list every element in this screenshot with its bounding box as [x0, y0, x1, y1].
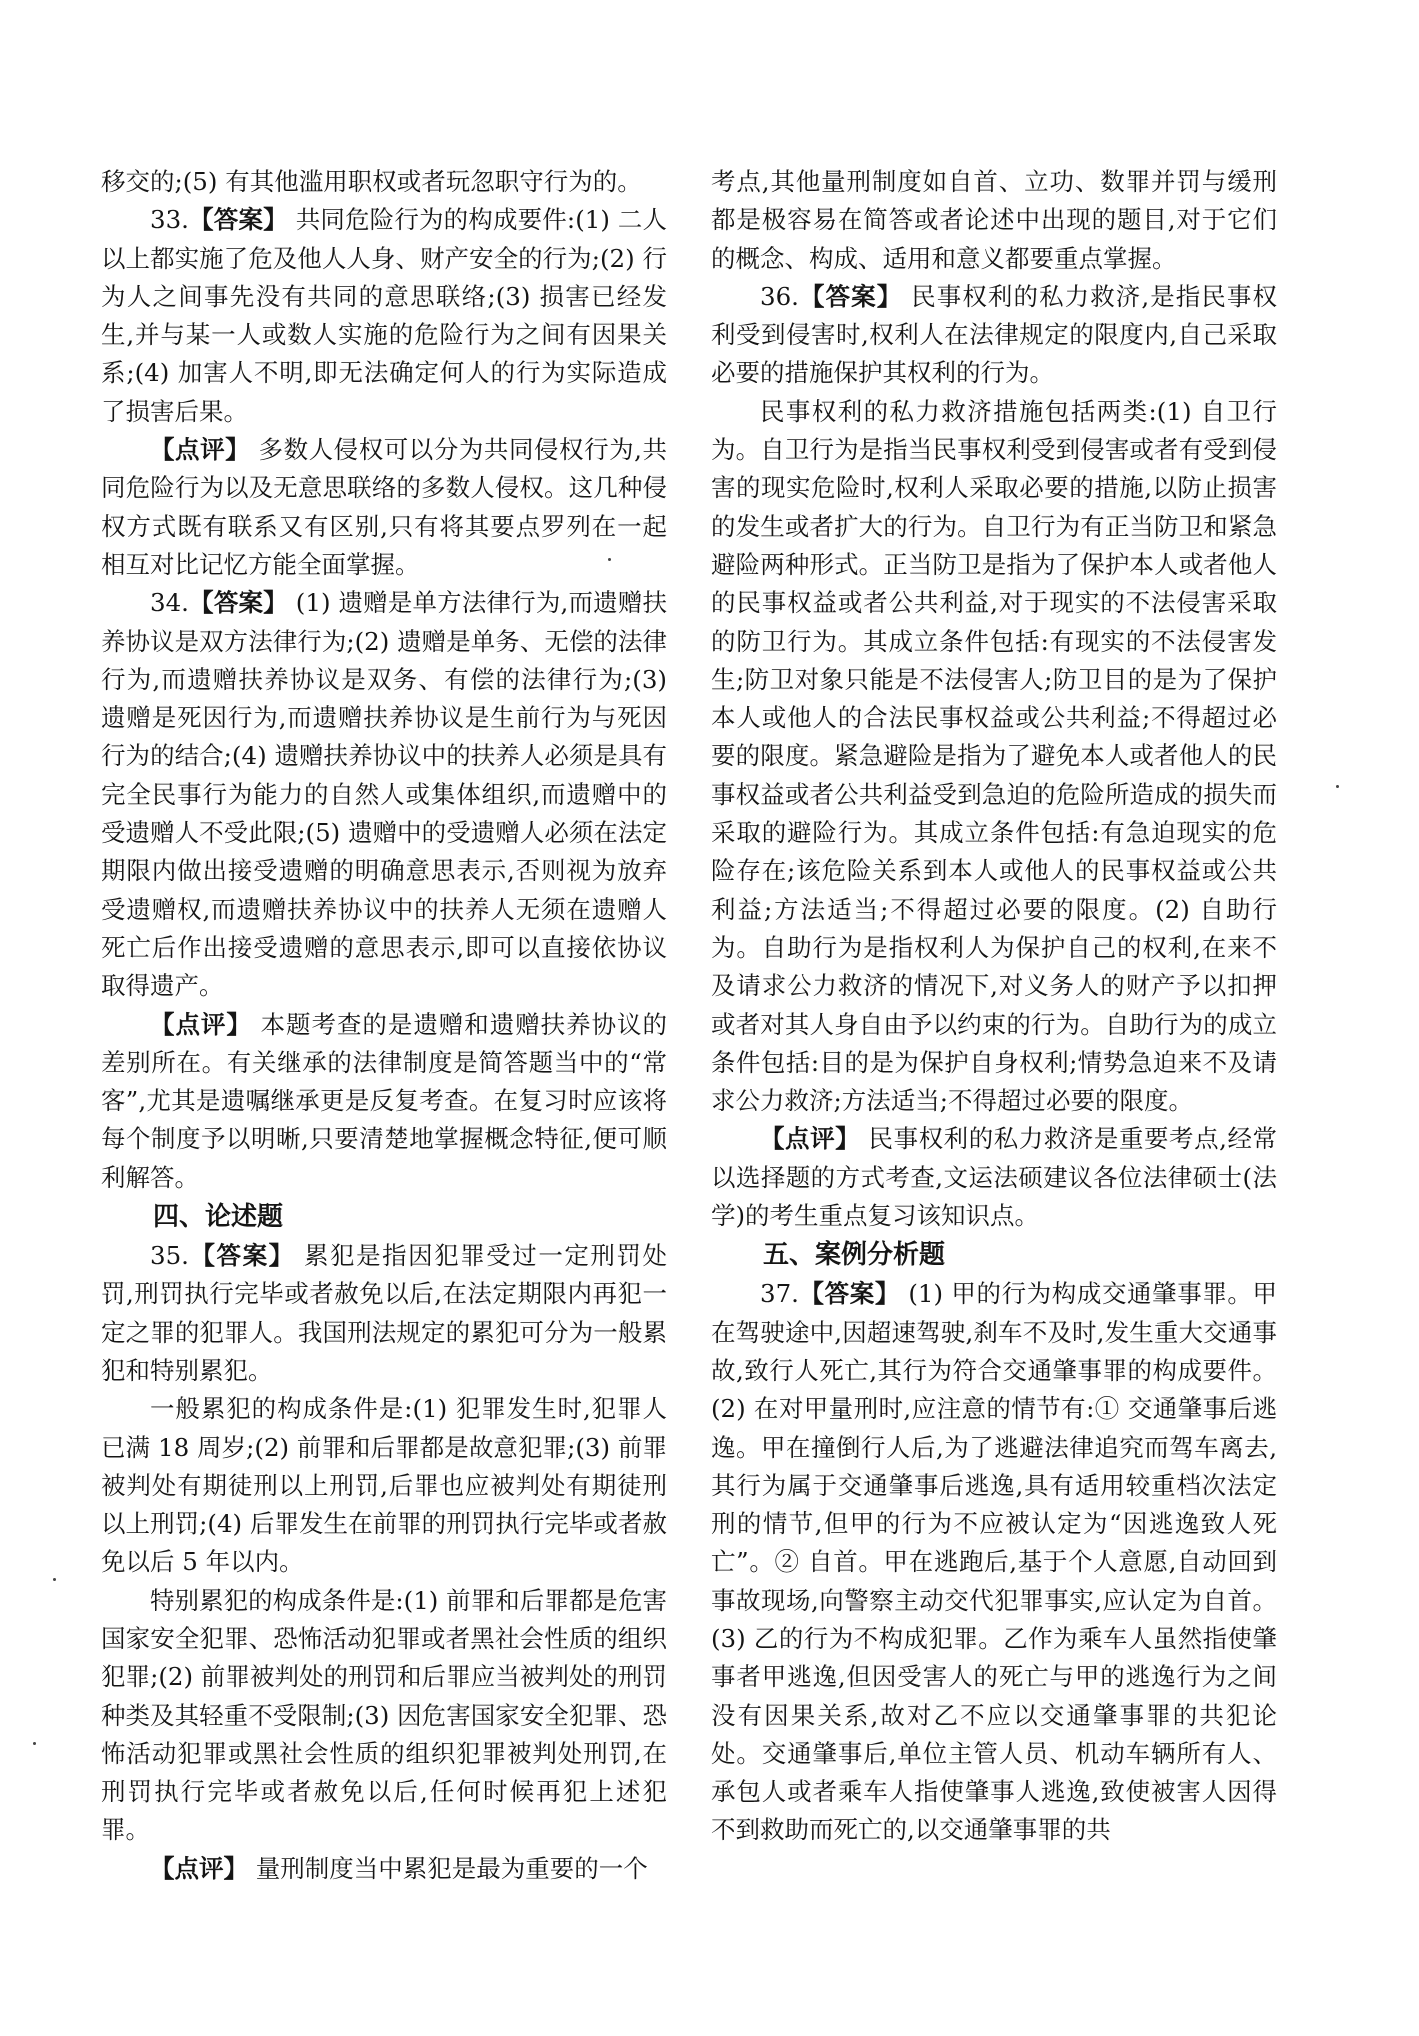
paragraph-general-recidivism [101, 1390, 667, 1581]
answer-34 [101, 584, 667, 1005]
answer-text: (1) 遗赠是单方法律行为,而遗赠扶养协议是双方法律行为;(2) 遗赠是单务、无偿的法律行为,而遗赠扶养协议是双务、有偿的法律行为;(3) 遗赠是死因行为,而遗赠扶养协议是生前行为与死因行为的结合;(4) 遗赠扶养协议中的扶养人必须是具有完全民事行为能力的自然人或集体组织,而遗赠中的受遗赠人不受此限;(5) 遗赠中的受遗赠人必须在法定期限内做出接受遗赠的明确意思表示,否则视为放弃受遗赠权,而遗赠扶养协议中的扶养人无须在遗赠人死亡后作出接受遗赠的意思表示,即可以直接依协议取得遗产。 [101, 588, 668, 1001]
comment-text: 本题考查的是遗赠和遗赠扶养协议的差别所在。有关继承的法律制度是简答题当中的“常客”,尤其是遗嘱继承更是反复考查。在复习时应该将每个制度予以明晰,只要清楚地掌握概念特征,便可顺利解答。 [101, 1009, 667, 1192]
scan-speck [608, 558, 611, 561]
answer-37 [711, 1275, 1277, 1849]
comment-tag: 【点评】 [150, 1853, 248, 1883]
section-heading-essay: 四、论述题 [153, 1202, 284, 1233]
answer-text: 共同危险行为的构成要件:(1) 二人以上都实施了危及他人人身、财产安全的行为;(2) 行为人之间事先没有共同的意思联络;(3) 损害已经发生,并与某一人或数人实施的危险行为之间有因果关系;(4) 加害人不明,即无法确定何人的行为实际造成了损害后果。 [101, 205, 667, 426]
question-number: 37. [760, 1279, 799, 1309]
comment-tag: 【点评】 [150, 435, 251, 465]
comment-tag: 【点评】 [150, 1009, 252, 1039]
answer-33 [101, 201, 667, 431]
answer-36 [711, 278, 1277, 393]
paragraph-text: 一般累犯的构成条件是:(1) 犯罪发生时,犯罪人已满 18 周岁;(2) 前罪和后罪都是故意犯罪;(3) 前罪被判处有期徒刑以上刑罚,后罪也应被判处有期徒刑以上刑罚;(4) 后罪发生在前罪的刑罚执行完毕或者赦免以后 5 年以内。 [101, 1394, 667, 1577]
comment-text: 量刑制度当中累犯是最为重要的一个 [248, 1853, 648, 1883]
answer-tag: 【答案】 [188, 205, 288, 235]
comment-33 [101, 431, 667, 584]
answer-tag: 【答案】 [798, 1279, 900, 1309]
paragraph-text: 移交的;(5) 有其他滥用职权或者玩忽职守行为的。 [101, 167, 642, 196]
question-number: 33. [150, 205, 189, 235]
question-number: 34. [150, 588, 189, 618]
answer-tag: 【答案】 [188, 588, 288, 618]
answer-text: (1) 甲的行为构成交通肇事罪。甲在驾驶途中,因超速驾驶,刹车不及时,发生重大交通事故,致行人死亡,其行为符合交通肇事罪的构成要件。(2) 在对甲量刑时,应注意的情节有:① 交通肇事后逃逸。甲在撞倒行人后,为了逃避法律追究而驾车离去,其行为属于交通肇事后逃逸,具有适用较重档次法定刑的情节,但甲的行为不应被认定为“因逃逸致人死亡”。② 自首。甲在逃跑后,基于个人意愿,自动回到事故现场,向警察主动交代犯罪事实,应认定为自首。(3) 乙的行为不构成犯罪。乙作为乘车人虽然指使肇事者甲逃逸,但因受害人的死亡与甲的逃逸行为之间没有因果关系,故对乙不应以交通肇事罪的共犯论处。交通肇事后,单位主管人员、机动车辆所有人、承包人或者乘车人指使肇事人逃逸,致使被害人因得不到救助而死亡的,以交通肇事罪的共 [711, 1279, 1278, 1845]
paragraph-continuation [711, 163, 1277, 278]
answer-35 [101, 1237, 667, 1390]
scan-speck [53, 1578, 56, 1581]
scan-speck [1336, 785, 1339, 788]
comment-36 [711, 1120, 1277, 1235]
paragraph-special-recidivism [101, 1582, 667, 1850]
paragraph-text: 民事权利的私力救济措施包括两类:(1) 自卫行为。自卫行为是指当民事权利受到侵害或者有受到侵害的现实危险时,权利人采取必要的措施,以防止损害的发生或者扩大的行为。自卫行为有正当防卫和紧急避险两种形式。正当防卫是指为了保护本人或者他人的民事权益或者公共利益,对于现实的不法侵害采取的防卫行为。其成立条件包括:有现实的不法侵害发生;防卫对象只能是不法侵害人;防卫目的是为了保护本人或他人的合法民事权益或公共利益;不得超过必要的限度。紧急避险是指为了避免本人或者他人的民事权益或者公共利益受到急迫的危险所造成的损失而采取的避险行为。其成立条件包括:有急迫现实的危险存在;该危险关系到本人或他人的民事权益或公共利益;方法适当;不得超过必要的限度。(2) 自助行为。自助行为是指权利人为保护自己的权利,在来不及请求公力救济的情况下,对义务人的财产予以扣押或者对其人身自由予以约束的行为。自助行为的成立条件包括:目的是为保护自身权利;情势急迫来不及请求公力救济;方法适当;不得超过必要的限度。 [711, 396, 1277, 1116]
section-heading-case-analysis: 五、案例分析题 [763, 1240, 946, 1271]
comment-35 [101, 1850, 667, 1888]
question-number: 36. [760, 281, 799, 311]
left-column [101, 163, 667, 1888]
right-column [711, 163, 1277, 1850]
paragraph-text: 特别累犯的构成条件是:(1) 前罪和后罪都是危害国家安全犯罪、恐怖活动犯罪或者黑社会性质的组织犯罪;(2) 前罪被判处的刑罚和后罪应当被判处的刑罚种类及其轻重不受限制;(3) 因危害国家安全犯罪、恐怖活动犯罪或黑社会性质的组织犯罪被判处刑罚,在刑罚执行完毕或者赦免以后,任何时候再犯上述犯罪。 [101, 1585, 667, 1845]
comment-tag: 【点评】 [760, 1124, 861, 1154]
scan-speck [33, 1742, 36, 1745]
answer-text: 民事权利的私力救济,是指民事权利受到侵害时,权利人在法律规定的限度内,自己采取必要的措施保护其权利的行为。 [711, 281, 1278, 388]
comment-text: 多数人侵权可以分为共同侵权行为,共同危险行为以及无意思联络的多数人侵权。这几种侵权方式既有联系又有区别,只有将其要点罗列在一起相互对比记忆方能全面掌握。 [101, 435, 668, 579]
paragraph-text: 考点,其他量刑制度如自首、立功、数罪并罚与缓刑都是极容易在简答或者论述中出现的题目,对于它们的概念、构成、适用和意义都要重点掌握。 [711, 167, 1277, 273]
answer-text: 累犯是指因犯罪受过一定刑罚处罚,刑罚执行完毕或者赦免以后,在法定期限内再犯一定之罪的犯罪人。我国刑法规定的累犯可分为一般累犯和特别累犯。 [101, 1241, 667, 1385]
comment-text: 民事权利的私力救济是重要考点,经常以选择题的方式考查,文运法硕建议各位法律硕士(法学)的考生重点复习该知识点。 [711, 1124, 1278, 1231]
comment-34 [101, 1006, 667, 1197]
paragraph-self-help-remedies [711, 393, 1277, 1121]
paragraph-continuation [101, 163, 667, 201]
question-number: 35. [150, 1241, 189, 1271]
answer-tag: 【答案】 [188, 1241, 295, 1271]
answer-tag: 【答案】 [798, 281, 903, 311]
